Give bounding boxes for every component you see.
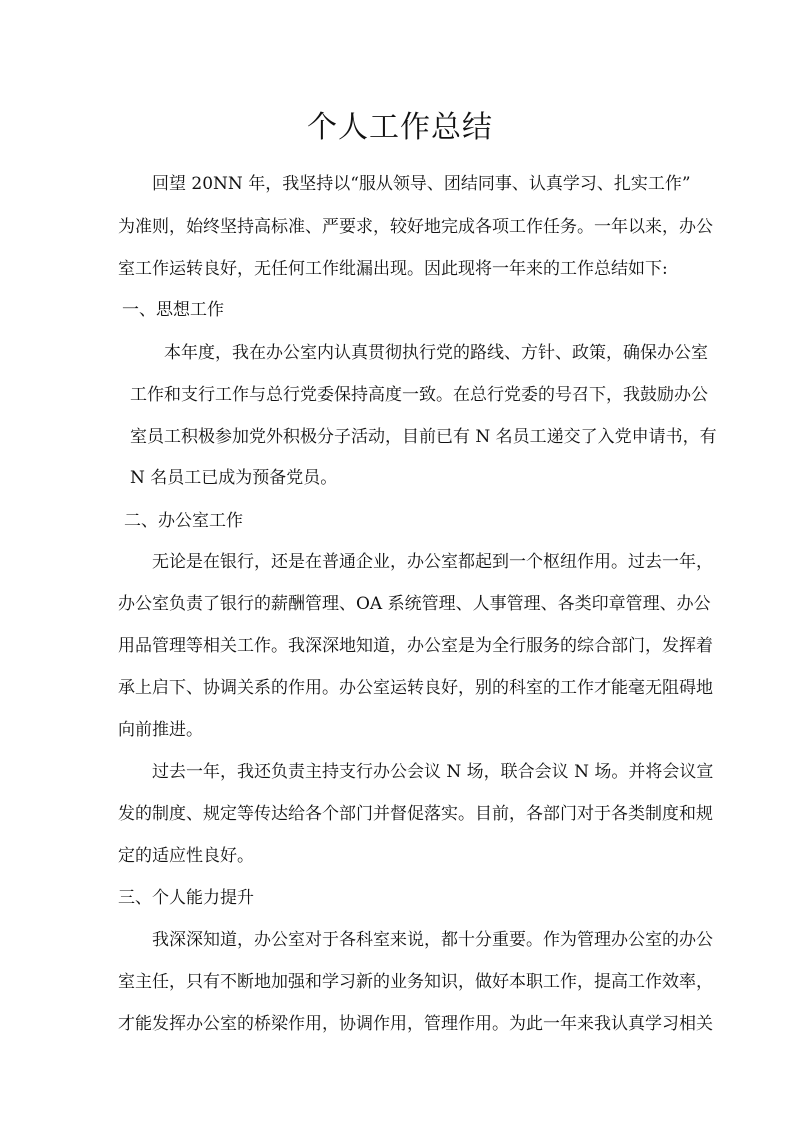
ideology-line-2: 工作和支行工作与总行党委保持高度一致。在总行党委的号召下，我鼓励办公: [130, 385, 708, 405]
ability-line-3: 才能发挥办公室的桥梁作用，协调作用，管理作用。为此一年来我认真学习相关: [118, 1014, 713, 1034]
ability-line-2: 室主任，只有不断地加强和学习新的业务知识，做好本职工作，提高工作效率，: [118, 972, 713, 992]
office-line-3: 用品管理等相关工作。我深深地知道，办公室是为全行服务的综合部门，发挥着: [118, 636, 713, 656]
office-line-4: 承上启下、协调关系的作用。办公室运转良好，别的科室的工作才能毫无阻碍地: [118, 678, 713, 698]
meetings-line-3: 定的适应性良好。: [118, 846, 254, 866]
ideology-line-4: N 名员工已成为预备党员。: [130, 468, 338, 488]
section-heading-personal-ability: 三、个人能力提升: [118, 888, 254, 908]
ideology-line-1: 本年度，我在办公室内认真贯彻执行党的路线、方针、政策，确保办公室: [164, 343, 708, 363]
ideology-line-3: 室员工积极参加党外积极分子活动，目前已有 N 名员工递交了入党申请书，有: [130, 427, 717, 447]
intro-line-2: 为准则，始终坚持高标准、严要求，较好地完成各项工作任务。一年以来，办公: [118, 217, 713, 237]
section-heading-ideology: 一、思想工作: [122, 300, 224, 320]
office-line-1: 无论是在银行，还是在普通企业，办公室都起到一个枢纽作用。过去一年，: [152, 552, 713, 572]
intro-line-1: 回望 20NN 年，我坚持以“服从领导、团结同事、认真学习、扎实工作”: [152, 174, 691, 194]
meetings-line-2: 发的制度、规定等传达给各个部门并督促落实。目前，各部门对于各类制度和规: [118, 804, 713, 824]
intro-line-3: 室工作运转良好，无任何工作纰漏出现。因此现将一年来的工作总结如下:: [118, 259, 668, 279]
office-line-5: 向前推进。: [118, 720, 203, 740]
meetings-line-1: 过去一年，我还负责主持支行办公会议 N 场，联合会议 N 场。并将会议宣: [152, 762, 714, 782]
document-title: 个人工作总结: [307, 110, 493, 145]
ability-line-1: 我深深知道，办公室对于各科室来说，都十分重要。作为管理办公室的办公: [152, 930, 713, 950]
office-line-2: 办公室负责了银行的薪酬管理、OA 系统管理、人事管理、各类印章管理、办公: [118, 594, 711, 614]
section-heading-office-work: 二、办公室工作: [124, 511, 243, 531]
